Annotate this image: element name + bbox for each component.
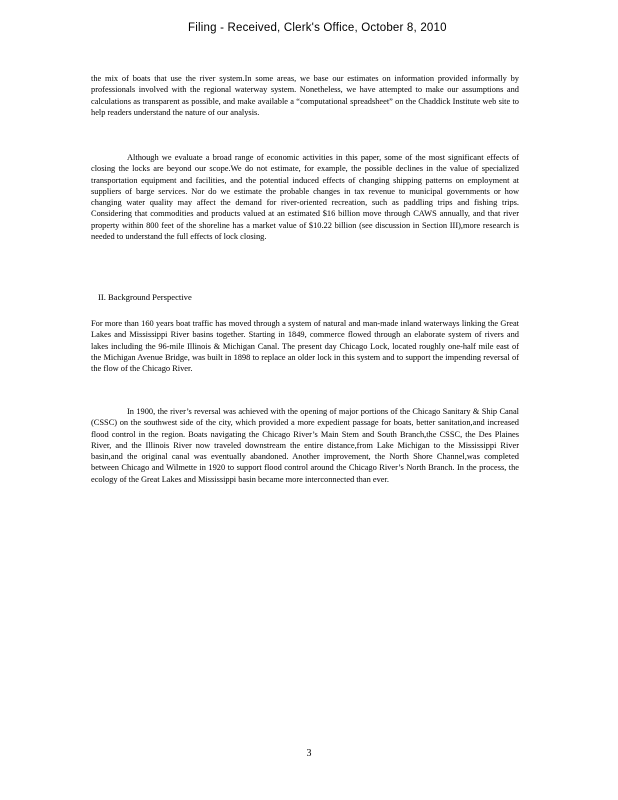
paragraph-river-reversal: In 1900, the river’s reversal was achieved with the opening of major portions of the Chicago Sanitary & Ship Canal (CSSC) on the southwest side of the city, which provided a more expedient passage for boats, better sanitation,and increased flood control in the region. Boats navigating the Chicago River’s Main Stem and South Branch,the CSSC, the Des Plaines River, and the Illinois River now traveled downstream the entire distance,from Lake Michigan to the Mississippi River basin,and the original canal was eventually abandoned. Another improvement, the North Shore Channel,was completed between Chicago and Wilmette in 1920 to support flood control around the Chicago River’s North Branch. In the process, the ecology of the Great Lakes and Mississippi basin became more interconnected than ever. [91, 407, 519, 484]
section-heading: II. Background Perspective [98, 292, 192, 302]
paragraph-history: For more than 160 years boat traffic has moved through a system of natural and man-made inland waterways linking the Great Lakes and Mississippi River basins together. Starting in 1849, commerce flowed through an elaborate system of rivers and lakes including the 96-mile Illinois & Michigan Canal. The present day Chicago Lock, located roughly one-half mile east of the Michigan Avenue Bridge, was built in 1898 to replace an older lock in this system and to support the impending reversal of the flow of the Chicago River. [91, 319, 519, 374]
page-number: 3 [306, 748, 312, 759]
filing-header: Filing - Received, Clerk's Office, October 8, 2010 [188, 22, 447, 34]
paragraph-methodology: the mix of boats that use the river system.In some areas, we base our estimates on information provided informally by professionals involved with the regional waterway system. Nonetheless, we have attempted to make our assumptions and calculations as transparent as possible, and make available a “computational spreadsheet” on the Chaddick Institute web site to help readers understand the nature of our analysis. [91, 74, 519, 117]
paragraph-scope: Although we evaluate a broad range of economic activities in this paper, some of the most significant effects of closing the locks are beyond our scope.We do not estimate, for example, the possible declines in the value of specialized transportation equipment and facilities, and the potential induced effects of changing shipping patterns on employment at suppliers of barge services. Nor do we estimate the probable changes in tax revenue to municipal governments or how changing water quality may affect the demand for river-oriented recreation, such as paddling trips and fishing trips. Considering that commodities and products valued at an estimated $16 billion move through CAWS annually, and that river property within 800 feet of the shoreline has a market value of $10.22 billion (see discussion in Section III),more research is needed to understand the full effects of lock closing. [91, 153, 519, 242]
